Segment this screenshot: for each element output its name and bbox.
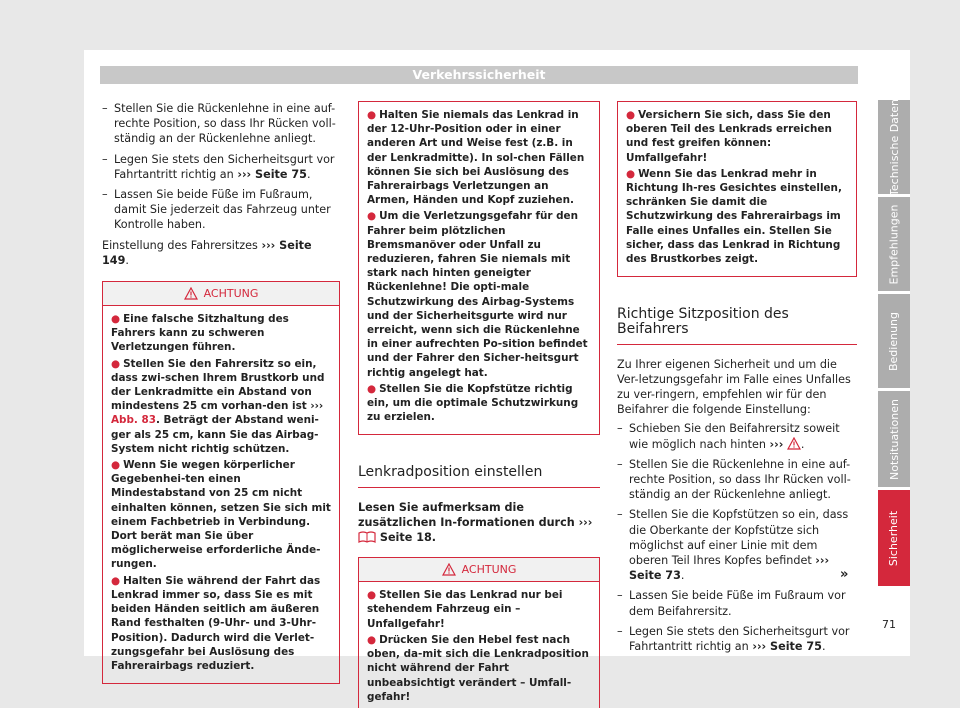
continue-arrow: » [840,567,849,582]
book-icon [358,530,376,543]
page-ref-link[interactable]: Seite 18. [379,531,437,545]
section-title: Richtige Sitzposition des Beifahrers [617,307,857,344]
warning-item: ● Versichern Sie sich, dass Sie den oberen Teil des Lenkrads erreichen und fest greifen können: Umfallgefahr! [626,109,832,164]
warning-body [359,102,599,434]
warning-item: ● Halten Sie niemals das Lenkrad in der 12-Uhr-Position oder in einer anderen Art und Weise fest (z.B. in der Lenkradmitte). In sol-chen Fällen können Sie sich bei Auslösung des Fahrerairbags Verletzungen an Armen, Händen und Kopf zuziehen. [367,109,585,207]
warning-box-continued [358,101,600,435]
warning-body [103,306,339,683]
tab-empfehlungen[interactable]: Empfehlungen [878,197,910,291]
settings-paragraph: Einstellung des Fahrersitzes ››› Seite 149. [102,238,312,267]
warning-body [618,102,856,276]
list-item: – Stellen Sie die Rückenlehne in eine auf-rechte Position, so dass Ihr Rücken voll-ständig an der Rückenlehne anliegt. [617,457,857,503]
warning-icon [442,563,456,576]
warning-header [103,282,339,306]
figure-ref-link[interactable]: Abb. 83 [111,414,156,427]
tab-technische-daten[interactable]: Technische Daten [878,100,910,194]
warning-item: ● Wenn Sie das Lenkrad mehr in Richtung Ih-res Gesichtes einstellen, schränken Sie damit die Schutzwirkung des Fahrerairbags im Falle eines Unfalles ein. Stellen Sie sicher, dass das Lenkrad in Richtung des Brustkorbes zeigt. [626,167,842,266]
tab-notsituationen[interactable]: Notsituationen [878,391,910,487]
warning-title: ACHTUNG [203,286,259,300]
page-header: Verkehrssicherheit [100,66,858,84]
list-item: – Lassen Sie beide Füße im Fußraum, damit Sie jederzeit das Fahrzeug unter Kontrolle haben. [102,187,340,233]
warning-item: ● Halten Sie während der Fahrt das Lenkrad immer so, dass Sie es mit beiden Händen seitlich am äußeren Rand festhalten (9-Uhr- und 3-Uhr-Position). Dadurch wird die Verlet-zungsgefahr bei Auslösung des Fahrerairbags reduziert. [111,574,321,672]
instruction-list [617,421,857,654]
warning-item: ● Drücken Sie den Hebel fest nach oben, da-mit sich die Lenkradposition nicht während der Fahrt unbeabsichtigt verändert – Umfall-gefahr! [367,633,589,703]
warning-item: ● Stellen Sie die Kopfstütze richtig ein, um die optimale Schutzwirkung zu erzielen. [367,382,579,424]
warning-box [102,281,340,684]
warning-box [358,557,600,708]
list-item: – Stellen Sie die Rückenlehne in eine auf-rechte Position, so dass Ihr Rücken voll-ständig an der Rückenlehne anliegt. [102,101,340,147]
intro-paragraph: Lesen Sie aufmerksam die zusätzlichen In-formationen durch ››› Seite 18. [358,500,593,545]
warning-box-continued [617,101,857,277]
warning-header [359,558,599,582]
warning-icon[interactable] [787,437,801,450]
page-ref-link[interactable]: ››› Seite 75 [237,167,307,181]
intro-paragraph: Zu Ihrer eigenen Sicherheit und um die Ver-letzungsgefahr im Falle eines Unfalles zu ver-ringern, empfehlen wir für den Beifahrer die folgende Einstellung: [617,357,851,417]
column-2 [358,101,600,708]
warning-icon [184,287,198,300]
list-item: – Lassen Sie beide Füße im Fußraum vor dem Beifahrersitz. [617,588,857,618]
warning-title: ACHTUNG [461,563,517,577]
list-item: – Stellen Sie die Kopfstützen so ein, dass die Oberkante der Kopfstütze sich möglichst auf einer Linie mit dem oberen Teil Ihres Kopfes befindet ››› Seite 73. [617,507,857,583]
section-title: Lenkradposition einstellen [358,465,600,487]
tab-bedienung[interactable]: Bedienung [878,294,910,388]
warning-item: ● Stellen Sie den Fahrersitz so ein, dass zwi-schen Ihrem Brustkorb und der Lenkradmitte ein Abstand von mindestens 25 cm vorhan-den ist ››› Abb. 83. Beträgt der Abstand weni-ger als 25 cm, kann Sie das Airbag-System nicht richtig schützen. [111,357,325,455]
page-ref-link[interactable]: ››› Seite 75 [752,640,822,654]
list-item: – Schieben Sie den Beifahrersitz soweit wie möglich nach hinten ››› . [617,421,857,451]
page-ref-link[interactable]: ››› Seite 73 [629,554,830,583]
warning-item: ● Wenn Sie wegen körperlicher Gegebenhei-ten einen Mindestabstand von 25 cm nicht einhalten können, setzen Sie sich mit einem Fachbetrieb in Verbindung. Dort berät man Sie über möglicherweise erforderliche Ände-rungen. [111,459,331,571]
column-3 [617,101,857,659]
warning-item: ● Um die Verletzungsgefahr für den Fahrer beim plötzlichen Bremsmanöver oder Unfall zu reduzieren, fahren Sie niemals mit stark nach hinten geneigter Rückenlehne! Die opti-male Schutzwirkung des Airbag-Systems und der Sicherheitsgurte wird nur erreicht, wenn sich die Rückenlehne in einer aufrechten Po-sition befindet und der Fahrer den Sicher-heitsgurt richtig angelegt hat. [367,210,588,379]
warning-item: ● Eine falsche Sitzhaltung des Fahrers kann zu schweren Verletzungen führen. [111,313,289,354]
page-number: 71 [882,618,896,631]
warning-item: ● Stellen Sie das Lenkrad nur bei stehendem Fahrzeug ein – Unfallgefahr! [367,589,563,630]
list-item: – Legen Sie stets den Sicherheitsgurt vor Fahrtantritt richtig an ››› Seite 75. [102,152,340,182]
warning-body [359,582,599,708]
tab-sicherheit[interactable]: Sicherheit [878,490,910,586]
instruction-list [102,101,340,233]
page-ref-link[interactable]: ››› Seite 149 [102,238,312,267]
list-item: – Legen Sie stets den Sicherheitsgurt vor Fahrtantritt richtig an ››› Seite 75. [617,624,857,654]
column-1 [102,101,340,684]
